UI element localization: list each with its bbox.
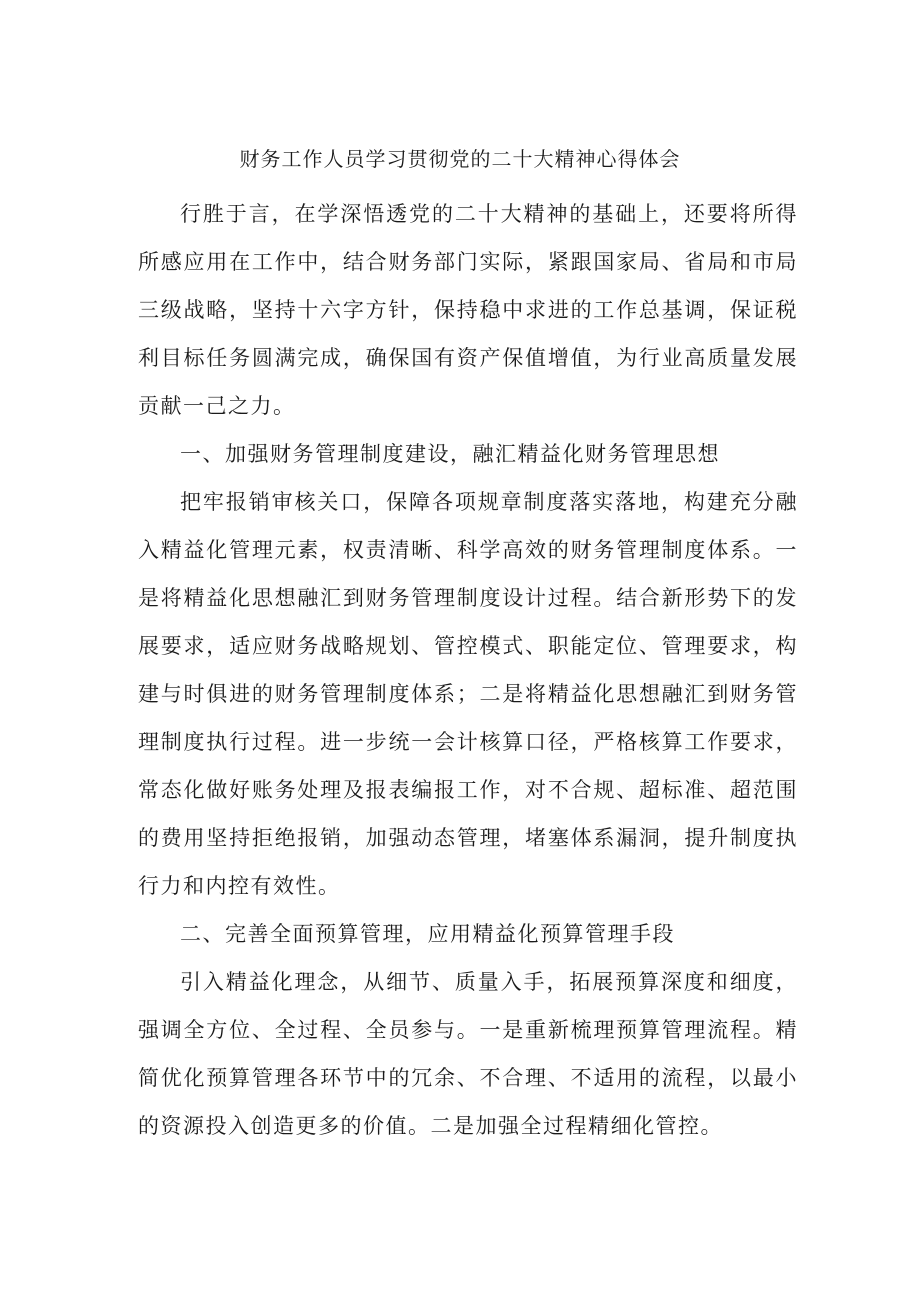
paragraph-section-1: 把牢报销审核关口，保障各项规章制度落实落地，构建充分融入精益化管理元素，权责清晰、科学高效的财务管理制度体系。一是将精益化思想融汇到财务管理制度设计过程。结合新形势下的发展要求，适应财务战略规划、管控模式、职能定位、管理要求，构建与时俱进的财务管理制度体系；二是将精益化思想融汇到财务管理制度执行过程。进一步统一会计核算口径，严格核算工作要求，常态化做好账务处理及报表编报工作，对不合规、超标准、超范围的费用坚持拒绝报销，加强动态管理，堵塞体系漏洞，提升制度执行力和内控有效性。 [138, 490, 798, 898]
document-body [138, 190, 798, 1150]
paragraph-section-2: 引入精益化理念，从细节、质量入手，拓展预算深度和细度，强调全方位、全过程、全员参与。一是重新梳理预算管理流程。精简优化预算管理各环节中的冗余、不合理、不适用的流程，以最小的资源投入创造更多的价值。二是加强全过程精细化管控。 [138, 970, 798, 1138]
section-heading-2: 二、完善全面预算管理，应用精益化预算管理手段 [180, 922, 675, 946]
section-heading-1: 一、加强财务管理制度建设，融汇精益化财务管理思想 [180, 442, 720, 466]
paragraph-intro: 行胜于言，在学深悟透党的二十大精神的基础上，还要将所得所感应用在工作中，结合财务部门实际，紧跟国家局、省局和市局三级战略，坚持十六字方针，保持稳中求进的工作总基调，保证税利目标任务圆满完成，确保国有资产保值增值，为行业高质量发展贡献一己之力。 [138, 202, 798, 418]
document-title: 财务工作人员学习贯彻党的二十大精神心得体会 [239, 147, 681, 171]
